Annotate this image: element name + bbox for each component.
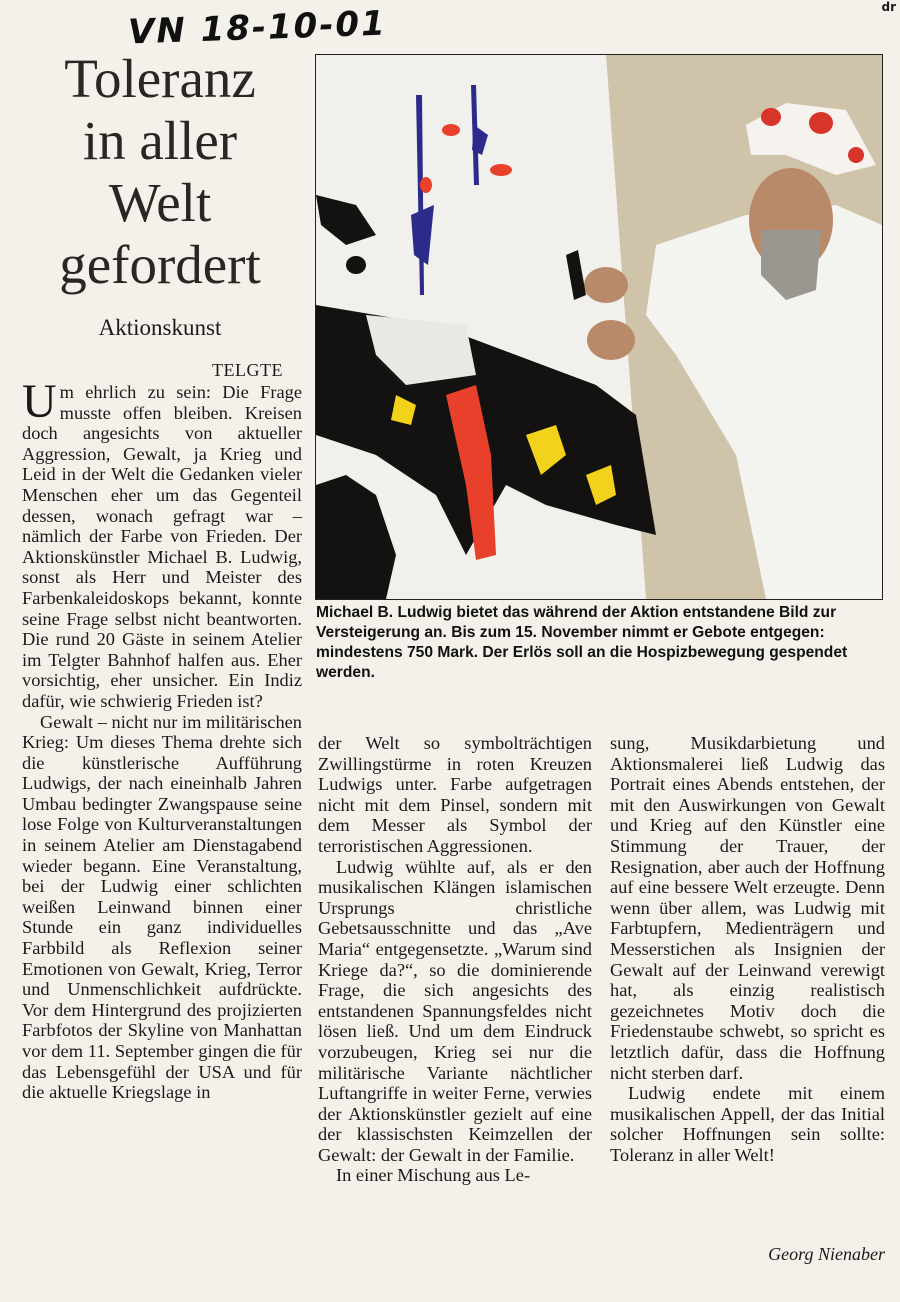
paragraph-text: m ehrlich zu sein: Die Frage musste offen bleiben. Kreisen doch angesichts von aktueller Aggression, Gewalt, ja Krieg und Leid in der Welt die Gedanken vieler Menschen eher um das Gegenteil dessen, wonach gefragt war – nämlich der Farbe von Frieden. Der Aktionskünstler Michael B. Ludwig, sonst als Herr und Meister des Farbenkaleidoskops bekannt, konnte seine Frage selbst nicht beantworten. Die rund 20 Gäste in seinem Atelier im Telgter Bahnhof halfen aus. Eher vorsichtig, eher unsicher. Ein Indiz dafür, wie schwierig Frieden ist? (22, 382, 302, 711)
headline-line-2: in aller (82, 110, 238, 171)
author-byline: Georg Nienaber (768, 1244, 885, 1264)
paragraph: Ludwig wühlte auf, als er den musikalischen Klängen islamischen Ursprungs christliche Gebetsausschnitte und das „Ave Maria“ entgegensetzte. „Warum sind Kriege da?“, so die dominierende Frage, die sich angesichts des entstandenen Spannungsfeldes nicht lösen ließ. Und um dem Eindruck vorzubeugen, Krieg sei nur die militärische Variante nächtlicher Luftangriffe in weiter Ferne, verwies der Aktionskünstler gezielt auf eine der klassischsten Keimzellen der Gewalt: der Gewalt in der Familie. (318, 856, 592, 1165)
paragraph: der Welt so symbolträchtigen Zwillingstürme in roten Kreuzen Ludwigs unter. Farbe aufgetragen nicht mit dem Pinsel, sondern mit dem Messer als Symbol der terroristischen Aggressionen. (318, 733, 592, 856)
text-column-2 (318, 733, 592, 1186)
artist-hand-lower (587, 320, 635, 360)
photo-illustration (316, 55, 882, 599)
photo-caption: Michael B. Ludwig bietet das während der Aktion entstandene Bild zur Versteigerung an. Bis zum 15. November nimmt er Gebote entgegen: mindestens 750 Mark. Der Erlös soll an die Hospizbewegung gespendet werden. (316, 604, 848, 681)
headline-line-3: Welt (108, 172, 212, 233)
corner-fragment: dr (881, 0, 896, 14)
article-headline (10, 48, 310, 296)
bandana-dot-1 (761, 108, 781, 126)
drop-cap: U (22, 375, 57, 428)
headline-line-1: Toleranz (64, 48, 256, 109)
bandana-dot-3 (848, 147, 864, 163)
bandana-dot-2 (809, 112, 833, 134)
paragraph: Gewalt – nicht nur im militärischen Krieg: Um dieses Thema drehte sich die künstlerische Aufführung Ludwigs, der nach eineinhalb Jahren Umbau bedingter Zwangspause seine lose Folge von Kulturveranstaltungen in seinem Atelier am Dienstagabend wieder begann. Eine Veranstaltung, bei der Ludwig einer schlichten weißen Leinwand binnen einer Stunde ein ganz individuelles Farbbild als Reflexion seiner Emotionen von Gewalt, Krieg, Terror und Unmenschlichkeit aufdrückte. Vor dem Hintergrund des projizierten Farbfotos der Skyline von Manhattan vor dem 11. September gingen die für das Lebensgefühl der USA und für die aktuelle Kriegslage in (22, 711, 303, 1103)
paragraph: Ludwig endete mit einem musikalischen Appell, der das Initial solcher Hoffnungen sein sollte: Toleranz in aller Welt! (610, 1083, 885, 1165)
artist-hand-upper (584, 267, 628, 303)
headline-line-4: gefordert (59, 234, 261, 295)
paragraph: sung, Musikdarbietung und Aktionsmalerei ließ Ludwig das Portrait eines Abends entstehen, der mit den Auswirkungen von Gewalt und Krieg auf den Künstler eine Stimmung der Trauer, der Resignation, aber auch der Hoffnung auf eine bessere Welt erzeugte. Denn wenn über allem, was Ludwig mit Farbtupfern, Medienträgern und Messerstichen als Insignien der Gewalt auf der Leinwand verewigt hat, als einzig realistisch gezeichnetes Motiv doch die Friedenstaube schwebt, so spricht es letztlich dafür, dass die Hoffnung nicht sterben darf. (610, 733, 885, 1083)
black-dot (346, 256, 366, 274)
handwritten-date-note: VN 18-10-01 (127, 3, 388, 53)
text-column-3 (610, 733, 885, 1165)
paragraph: In einer Mischung aus Le- (336, 1165, 531, 1186)
red-dot-3 (420, 177, 432, 193)
paragraph (22, 375, 302, 712)
article-kicker: Aktionskunst (98, 315, 222, 340)
red-dot-1 (442, 124, 460, 136)
text-column-1 (22, 375, 303, 1103)
article-photo (315, 54, 883, 600)
dateline: TELGTE (212, 360, 283, 380)
red-dot-2 (490, 164, 512, 176)
